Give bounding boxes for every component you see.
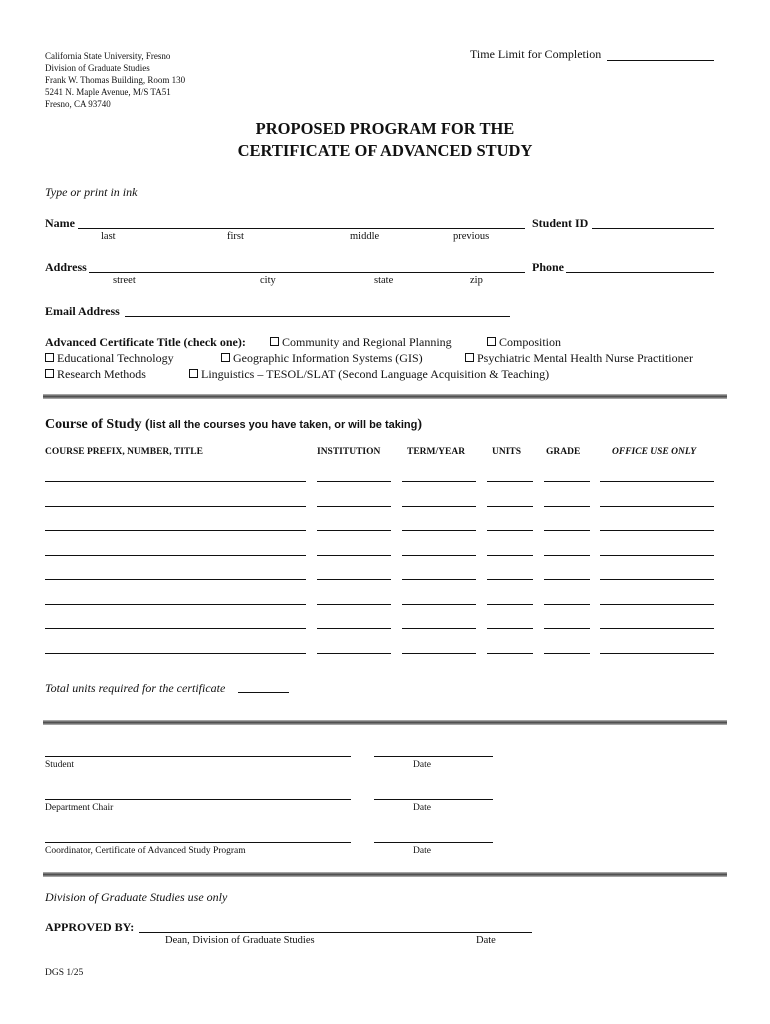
checkbox-icon[interactable] [465, 353, 474, 362]
chair-signature-line[interactable] [45, 799, 351, 800]
option-psych-nurse[interactable]: Psychiatric Mental Health Nurse Practitioner [465, 351, 693, 366]
date-label: Date [413, 760, 431, 770]
email-label: Email Address [45, 304, 120, 318]
office-field[interactable] [600, 506, 714, 507]
student-id-field[interactable] [592, 228, 714, 229]
course-field[interactable] [45, 579, 306, 580]
institution-field[interactable] [317, 555, 391, 556]
institution-field[interactable] [317, 653, 391, 654]
date-label: Date [413, 846, 431, 856]
course-field[interactable] [45, 555, 306, 556]
option-composition[interactable]: Composition [487, 335, 561, 350]
page-title: PROPOSED PROGRAM FOR THE [255, 119, 515, 138]
form-code: DGS 1/25 [45, 968, 84, 978]
col-institution: INSTITUTION [317, 447, 381, 457]
course-field[interactable] [45, 530, 306, 531]
grade-field[interactable] [544, 653, 590, 654]
institution-field[interactable] [317, 530, 391, 531]
col-grade: GRADE [546, 447, 581, 457]
grade-field[interactable] [544, 555, 590, 556]
institution-address [45, 50, 185, 110]
term-field[interactable] [402, 481, 476, 482]
course-field[interactable] [45, 653, 306, 654]
page-subtitle: CERTIFICATE OF ADVANCED STUDY [237, 141, 533, 160]
phone-field[interactable] [566, 272, 714, 273]
term-field[interactable] [402, 579, 476, 580]
address-line: Fresno, CA 93740 [45, 99, 111, 109]
office-field[interactable] [600, 628, 714, 629]
units-field[interactable] [487, 628, 533, 629]
term-field[interactable] [402, 530, 476, 531]
section-divider [43, 720, 727, 725]
address-part-city: city [260, 275, 276, 286]
col-course: COURSE PREFIX, NUMBER, TITLE [45, 447, 203, 457]
units-field[interactable] [487, 579, 533, 580]
address-line: California State University, Fresno [45, 51, 171, 61]
col-units: UNITS [492, 447, 522, 457]
units-field[interactable] [487, 506, 533, 507]
option-educational-technology[interactable]: Educational Technology [45, 351, 174, 366]
email-field[interactable] [125, 316, 510, 317]
section-divider [43, 394, 727, 399]
institution-field[interactable] [317, 579, 391, 580]
chair-date-line[interactable] [374, 799, 493, 800]
dean-label: Dean, Division of Graduate Studies [165, 935, 315, 946]
name-part-last: last [101, 231, 116, 242]
address-part-state: state [374, 275, 394, 286]
total-units-label: Total units required for the certificate [45, 681, 226, 695]
grade-field[interactable] [544, 506, 590, 507]
coordinator-date-line[interactable] [374, 842, 493, 843]
address-label: Address [45, 260, 87, 274]
office-use-label: Division of Graduate Studies use only [45, 890, 228, 904]
total-units-field[interactable] [238, 692, 289, 693]
units-field[interactable] [487, 481, 533, 482]
institution-field[interactable] [317, 506, 391, 507]
approved-by-field[interactable] [139, 932, 532, 933]
office-field[interactable] [600, 481, 714, 482]
institution-field[interactable] [317, 604, 391, 605]
instruction-text: Type or print in ink [45, 185, 138, 199]
name-part-previous: previous [453, 231, 490, 242]
option-linguistics[interactable]: Linguistics – TESOL/SLAT (Second Language Acquisition & Teaching) [189, 367, 549, 382]
option-research-methods[interactable]: Research Methods [45, 367, 146, 382]
units-field[interactable] [487, 555, 533, 556]
chair-sig-label: Department Chair [45, 803, 114, 813]
time-limit-label: Time Limit for Completion [470, 47, 602, 61]
date-label: Date [476, 935, 496, 946]
office-field[interactable] [600, 604, 714, 605]
office-field[interactable] [600, 530, 714, 531]
approved-by-label: APPROVED BY: [45, 920, 135, 934]
student-signature-line[interactable] [45, 756, 351, 757]
coordinator-sig-label: Coordinator, Certificate of Advanced Study Program [45, 846, 246, 856]
certificate-label: Advanced Certificate Title (check one): [45, 335, 246, 349]
date-label: Date [413, 803, 431, 813]
grade-field[interactable] [544, 579, 590, 580]
grade-field[interactable] [544, 481, 590, 482]
address-part-street: street [113, 275, 136, 286]
student-sig-label: Student [45, 760, 75, 770]
name-label: Name [45, 216, 75, 230]
course-field[interactable] [45, 628, 306, 629]
checkbox-icon[interactable] [45, 353, 54, 362]
term-field[interactable] [402, 604, 476, 605]
address-field[interactable] [89, 272, 525, 273]
office-field[interactable] [600, 579, 714, 580]
address-line: Division of Graduate Studies [45, 63, 150, 73]
term-field[interactable] [402, 506, 476, 507]
student-date-line[interactable] [374, 756, 493, 757]
units-field[interactable] [487, 530, 533, 531]
course-field[interactable] [45, 604, 306, 605]
coordinator-signature-line[interactable] [45, 842, 351, 843]
grade-field[interactable] [544, 604, 590, 605]
checkbox-icon[interactable] [45, 369, 54, 378]
course-field[interactable] [45, 506, 306, 507]
units-field[interactable] [487, 604, 533, 605]
checkbox-icon[interactable] [270, 337, 279, 346]
option-community-planning[interactable]: Community and Regional Planning [270, 335, 452, 350]
col-term-year: TERM/YEAR [407, 447, 466, 457]
checkbox-icon[interactable] [189, 369, 198, 378]
term-field[interactable] [402, 628, 476, 629]
name-part-middle: middle [350, 231, 380, 242]
section-divider [43, 872, 727, 877]
address-line: Frank W. Thomas Building, Room 130 [45, 75, 186, 85]
office-field[interactable] [600, 555, 714, 556]
grade-field[interactable] [544, 628, 590, 629]
checkbox-icon[interactable] [487, 337, 496, 346]
checkbox-icon[interactable] [221, 353, 230, 362]
term-field[interactable] [402, 555, 476, 556]
course-field[interactable] [45, 481, 306, 482]
address-line: 5241 N. Maple Avenue, M/S TA51 [45, 87, 171, 97]
institution-field[interactable] [317, 628, 391, 629]
institution-field[interactable] [317, 481, 391, 482]
grade-field[interactable] [544, 530, 590, 531]
address-part-zip: zip [470, 275, 483, 286]
name-part-first: first [227, 231, 244, 242]
phone-label: Phone [532, 260, 565, 274]
option-gis[interactable]: Geographic Information Systems (GIS) [221, 351, 423, 366]
col-office-use: OFFICE USE ONLY [612, 447, 697, 457]
term-field[interactable] [402, 653, 476, 654]
course-study-heading: Course of Study (list all the courses you have taken, or will be taking) [45, 417, 423, 432]
units-field[interactable] [487, 653, 533, 654]
office-field[interactable] [600, 653, 714, 654]
time-limit-field[interactable] [607, 60, 714, 61]
name-field[interactable] [78, 228, 525, 229]
student-id-label: Student ID [532, 216, 589, 230]
